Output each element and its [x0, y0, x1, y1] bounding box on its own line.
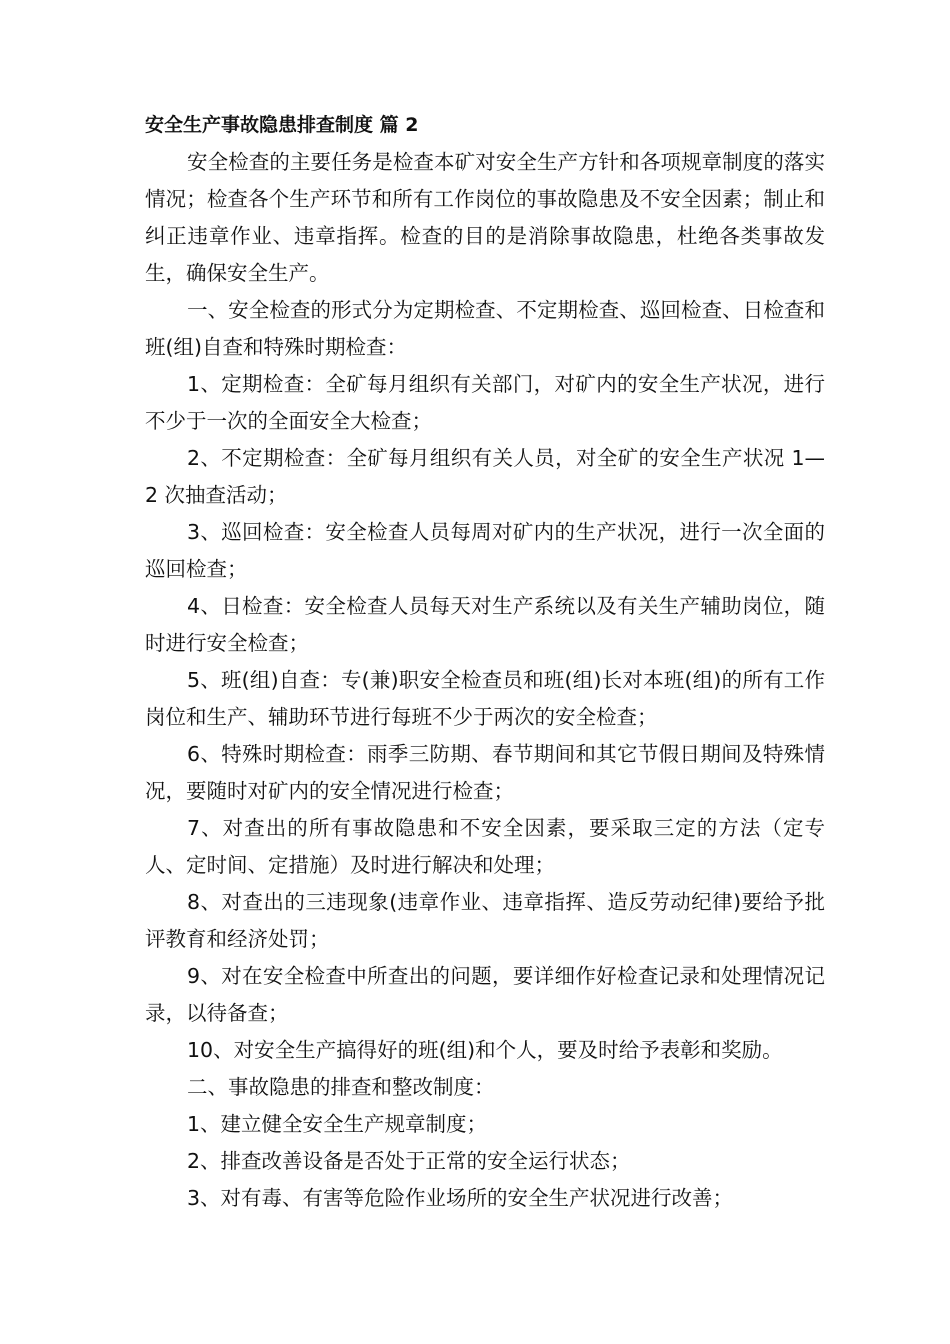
- document-page: [145, 110, 825, 1217]
- paragraph-item: 8、对查出的三违现象(违章作业、违章指挥、造反劳动纪律)要给予批评教育和经济处罚；: [145, 890, 825, 951]
- paragraph-item: 9、对在安全检查中所查出的问题，要详细作好检查记录和处理情况记录，以待备查；: [145, 964, 825, 1025]
- paragraph-item: 10、对安全生产搞得好的班(组)和个人，要及时给予表彰和奖励。: [187, 1038, 783, 1062]
- paragraph-item: 6、特殊时期检查：雨季三防期、春节期间和其它节假日期间及特殊情况，要随时对矿内的安全情况进行检查；: [145, 742, 825, 803]
- paragraph-item: 2、排查改善设备是否处于正常的安全运行状态；: [187, 1149, 631, 1173]
- paragraph-item: 3、对有毒、有害等危险作业场所的安全生产状况进行改善；: [187, 1186, 734, 1210]
- paragraph-item: 1、建立健全安全生产规章制度；: [187, 1112, 488, 1136]
- paragraph-item: 3、巡回检查：安全检查人员每周对矿内的生产状况，进行一次全面的巡回检查；: [145, 520, 825, 581]
- paragraph-item: 2、不定期检查：全矿每月组织有关人员，对全矿的安全生产状况 1—2 次抽查活动；: [145, 446, 825, 507]
- paragraph-item: 4、日检查：安全检查人员每天对生产系统以及有关生产辅助岗位，随时进行安全检查；: [145, 594, 825, 655]
- paragraph-item: 7、对查出的所有事故隐患和不安全因素，要采取三定的方法（定专人、定时间、定措施）及时进行解决和处理；: [145, 816, 825, 877]
- paragraph-item: 1、定期检查：全矿每月组织有关部门，对矿内的安全生产状况，进行不少于一次的全面安全大检查；: [145, 372, 825, 433]
- paragraph-intro: 安全检查的主要任务是检查本矿对安全生产方针和各项规章制度的落实情况；检查各个生产环节和所有工作岗位的事故隐患及不安全因素；制止和纠正违章作业、违章指挥。检查的目的是消除事故隐患，杜绝各类事故发生，确保安全生产。: [145, 150, 825, 285]
- paragraph-item: 5、班(组)自查：专(兼)职安全检查员和班(组)长对本班(组)的所有工作岗位和生产、辅助环节进行每班不少于两次的安全检查；: [145, 668, 825, 729]
- document-title: 安全生产事故隐患排查制度 篇 2: [145, 114, 419, 136]
- paragraph-section-1: 一、安全检查的形式分为定期检查、不定期检查、巡回检查、日检查和班(组)自查和特殊时期检查：: [145, 298, 825, 359]
- paragraph-section-2: 二、事故隐患的排查和整改制度：: [187, 1075, 495, 1099]
